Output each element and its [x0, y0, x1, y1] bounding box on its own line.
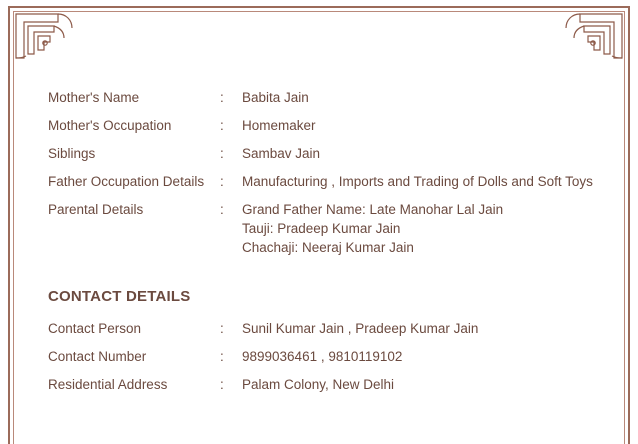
value-line: Babita Jain	[242, 90, 309, 105]
field-separator: :	[220, 321, 224, 336]
field-label: Residential Address	[48, 377, 168, 392]
value-line: Tauji: Pradeep Kumar Jain	[242, 221, 401, 236]
field-separator: :	[220, 377, 224, 392]
field-value	[242, 200, 598, 266]
field-value	[242, 144, 598, 172]
field-label: Contact Number	[48, 349, 147, 364]
field-value	[242, 347, 598, 375]
table-row	[48, 144, 598, 172]
table-row	[48, 172, 598, 200]
field-separator: :	[220, 202, 224, 217]
field-separator: :	[220, 90, 224, 105]
table-row	[48, 347, 598, 375]
family-details-table	[48, 88, 598, 266]
table-row	[48, 200, 598, 266]
value-line: Manufacturing , Imports and Trading of Dolls and Soft Toys	[242, 174, 593, 189]
table-row	[48, 375, 598, 403]
field-label: Siblings	[48, 146, 96, 161]
field-value	[242, 375, 598, 403]
field-value	[242, 116, 598, 144]
field-separator: :	[220, 349, 224, 364]
field-separator: :	[220, 146, 224, 161]
field-label: Mother's Occupation	[48, 118, 172, 133]
section-heading-contact-details: CONTACT DETAILS	[48, 288, 191, 305]
value-line: Homemaker	[242, 118, 316, 133]
value-line: Chachaji: Neeraj Kumar Jain	[242, 240, 414, 255]
field-label: Contact Person	[48, 321, 142, 336]
field-separator: :	[220, 118, 224, 133]
field-value	[242, 319, 598, 347]
table-row	[48, 88, 598, 116]
field-value	[242, 88, 598, 116]
table-row	[48, 319, 598, 347]
value-line: Sunil Kumar Jain , Pradeep Kumar Jain	[242, 321, 479, 336]
table-row	[48, 116, 598, 144]
corner-ornament-icon	[14, 12, 76, 60]
value-line: Sambav Jain	[242, 146, 321, 161]
document-content	[48, 88, 598, 403]
field-separator: :	[220, 174, 224, 189]
field-value	[242, 172, 598, 200]
field-label: Parental Details	[48, 202, 144, 217]
value-line: 9899036461 , 9810119102	[242, 349, 403, 364]
field-label: Father Occupation Details	[48, 174, 205, 189]
value-line: Palam Colony, New Delhi	[242, 377, 395, 392]
value-line: Grand Father Name: Late Manohar Lal Jain	[242, 202, 504, 217]
corner-ornament-icon	[562, 12, 624, 60]
field-label: Mother's Name	[48, 90, 140, 105]
contact-details-table	[48, 319, 598, 403]
